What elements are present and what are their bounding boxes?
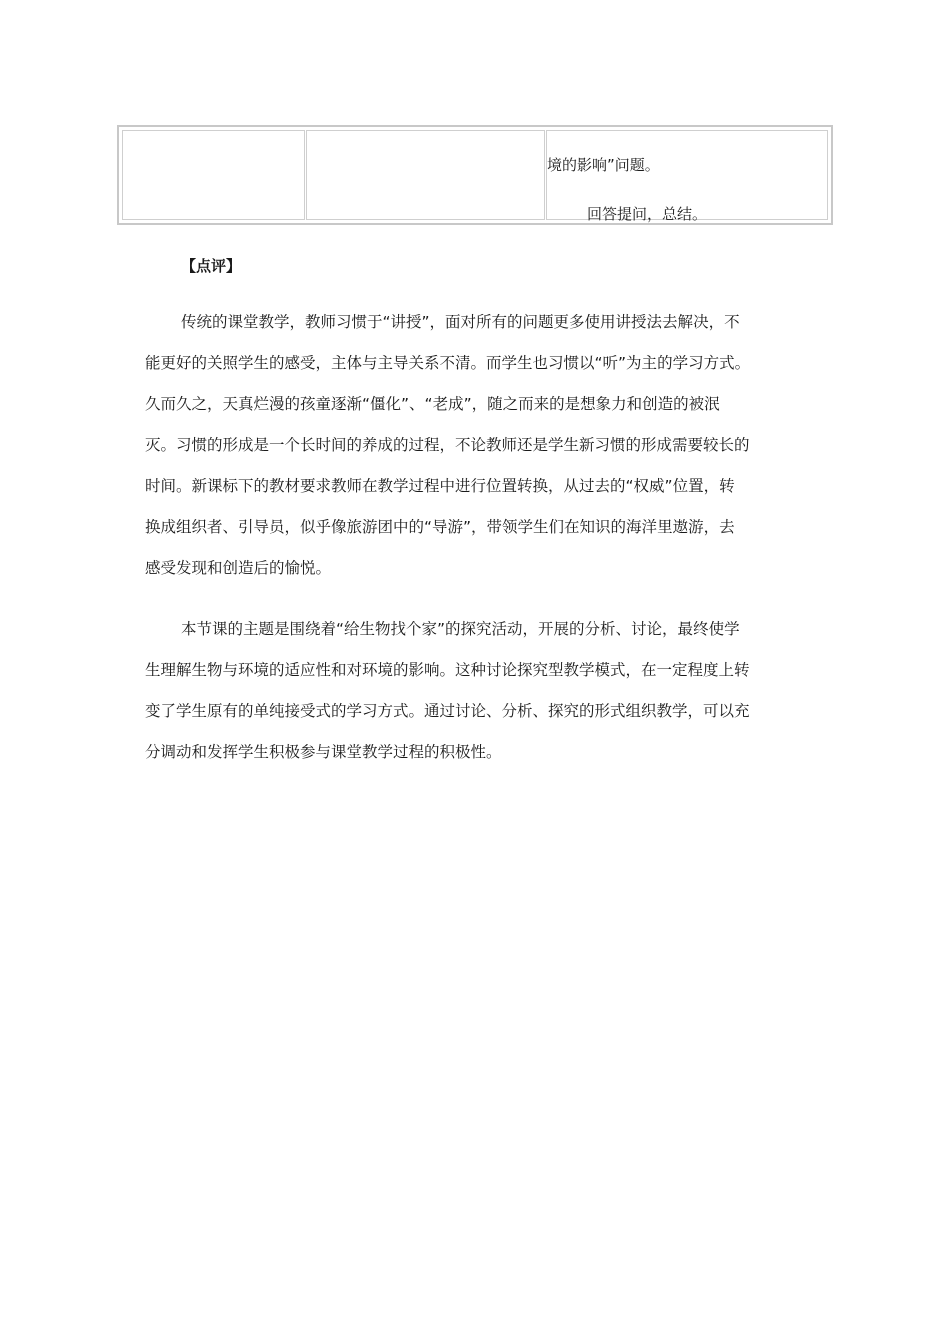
paragraph-line: 本节课的主题是围绕着“给生物找个家”的探究活动，开展的分析、讨论，最终使学 xyxy=(181,620,740,638)
review-paragraph-1 xyxy=(145,302,805,589)
paragraph-line: 变了学生原有的单纯接受式的学习方式。通过讨论、分析、探究的形式组织教学，可以充 xyxy=(145,702,750,720)
paragraph-line: 能更好的关照学生的感受，主体与主导关系不清。而学生也习惯以“听”为主的学习方式。 xyxy=(145,354,751,372)
review-paragraph-2 xyxy=(145,609,805,773)
paragraph-line: 传统的课堂教学，教师习惯于“讲授”，面对所有的问题更多使用讲授法去解决，不 xyxy=(181,313,740,331)
paragraph-line: 灭。习惯的形成是一个长时间的养成的过程，不论教师还是学生新习惯的形成需要较长的 xyxy=(145,436,750,454)
lesson-table-fragment xyxy=(117,125,833,225)
paragraph-line: 分调动和发挥学生积极参与课堂教学过程的积极性。 xyxy=(145,743,502,761)
table-cell-3-line-2: 回答提问，总结。 xyxy=(587,205,708,223)
table-cell-2 xyxy=(306,130,545,220)
paragraph-line: 久而久之，天真烂漫的孩童逐渐“僵化”、“老成”，随之而来的是想象力和创造的被泯 xyxy=(145,395,720,413)
table-cell-1 xyxy=(122,130,305,220)
table-cell-3-line-1: 境的影响”问题。 xyxy=(547,156,660,174)
table-cell-3 xyxy=(546,130,828,223)
paragraph-line: 生理解生物与环境的适应性和对环境的影响。这种讨论探究型教学模式，在一定程度上转 xyxy=(145,661,750,679)
review-heading: 【点评】 xyxy=(181,257,242,275)
paragraph-line: 感受发现和创造后的愉悦。 xyxy=(145,559,332,577)
paragraph-line: 换成组织者、引导员，似乎像旅游团中的“导游”，带领学生们在知识的海洋里遨游，去 xyxy=(145,518,735,536)
paragraph-line: 时间。新课标下的教材要求教师在教学过程中进行位置转换，从过去的“权威”位置，转 xyxy=(145,477,735,495)
